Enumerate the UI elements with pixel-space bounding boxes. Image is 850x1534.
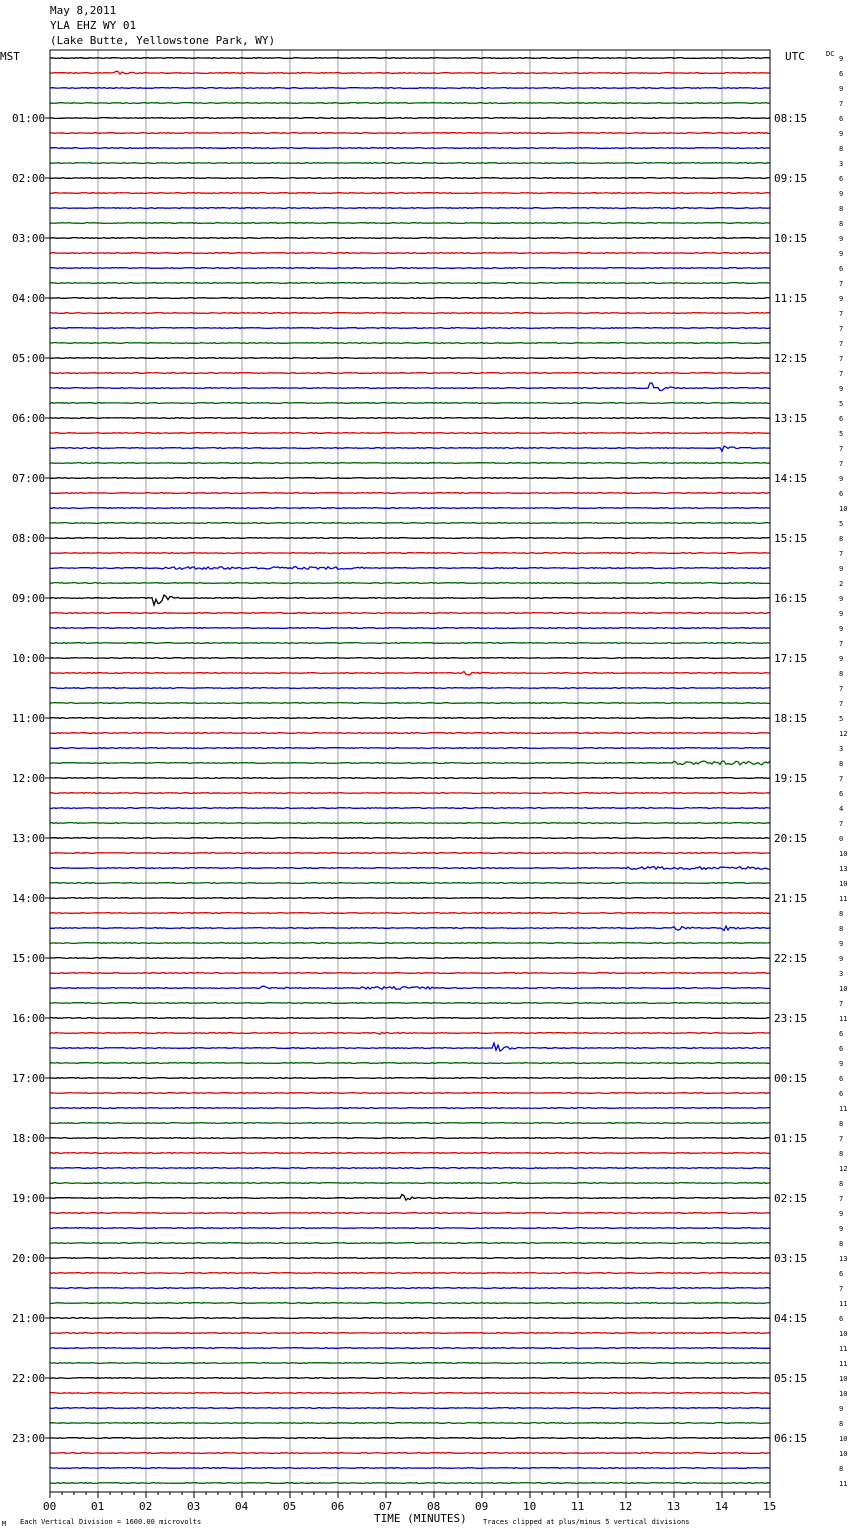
right-timezone-label: UTC <box>785 50 805 63</box>
trace-line <box>50 403 770 404</box>
dc-offset-value: 7 <box>839 1195 844 1203</box>
right-hour-label: 22:15 <box>774 952 808 965</box>
dc-offset-value: 10 <box>839 1450 848 1458</box>
trace-line <box>50 658 770 659</box>
trace-line <box>50 1408 770 1409</box>
x-tick-label: 09 <box>475 1500 489 1513</box>
trace-line <box>50 823 770 824</box>
dc-offset-value: 6 <box>839 1045 844 1053</box>
dc-offset-value: 6 <box>839 115 844 123</box>
trace-line <box>50 1468 770 1469</box>
left-hour-label: 20:00 <box>12 1252 46 1265</box>
trace-line <box>50 253 770 254</box>
trace-line <box>50 913 770 914</box>
trace-line <box>50 88 770 89</box>
dc-offset-value: 5 <box>839 520 844 528</box>
trace-line <box>50 313 770 314</box>
trace-line <box>50 1393 770 1394</box>
dc-offset-value: 9 <box>839 1405 844 1413</box>
dc-offset-value: 10 <box>839 880 848 888</box>
dc-offset-value: 7 <box>839 445 844 453</box>
trace-line <box>50 298 770 299</box>
trace-line <box>50 1258 770 1259</box>
trace-line <box>50 1303 770 1304</box>
dc-offset-value: 7 <box>839 820 844 828</box>
trace-line <box>50 898 770 899</box>
dc-offset-value: 4 <box>839 805 844 813</box>
x-tick-label: 12 <box>619 1500 633 1513</box>
dc-offset-value: 9 <box>839 610 844 618</box>
trace-line <box>50 383 770 391</box>
dc-offset-value: 3 <box>839 970 844 978</box>
dc-offset-value: 7 <box>839 1285 844 1293</box>
dc-offset-value: 9 <box>839 595 844 603</box>
dc-offset-value: 8 <box>839 1150 844 1158</box>
left-hour-label: 09:00 <box>12 592 46 605</box>
trace-line <box>50 1453 770 1454</box>
dc-offset-value: 10 <box>839 505 848 513</box>
left-hour-label: 23:00 <box>12 1432 46 1445</box>
right-hour-label: 17:15 <box>774 652 808 665</box>
left-hour-label: 17:00 <box>12 1072 46 1085</box>
dc-offset-value: 7 <box>839 460 844 468</box>
trace-line <box>50 1043 770 1051</box>
trace-line <box>50 328 770 329</box>
trace-line <box>50 628 770 629</box>
trace-line <box>50 838 770 839</box>
station-location: (Lake Butte, Yellowstone Park, WY) <box>50 34 276 47</box>
left-hour-label: 07:00 <box>12 472 46 485</box>
dc-offset-value: 9 <box>839 1210 844 1218</box>
left-hour-label: 15:00 <box>12 952 46 965</box>
dc-offset-value: 7 <box>839 685 844 693</box>
dc-offset-value: 6 <box>839 490 844 498</box>
dc-offset-value: 6 <box>839 790 844 798</box>
trace-line <box>50 148 770 149</box>
right-hour-label: 08:15 <box>774 112 808 125</box>
trace-line <box>50 1168 770 1169</box>
minute-gridlines <box>98 50 722 1492</box>
trace-line <box>50 1273 770 1274</box>
right-hour-label: 23:15 <box>774 1012 808 1025</box>
left-hour-label: 16:00 <box>12 1012 46 1025</box>
dc-offset-value: 10 <box>839 1390 848 1398</box>
dc-offset-value: 11 <box>839 1360 848 1368</box>
right-hour-label: 04:15 <box>774 1312 808 1325</box>
trace-line <box>50 973 770 974</box>
dc-offset-value: 11 <box>839 1480 848 1488</box>
dc-offset-value: 6 <box>839 175 844 183</box>
dc-offset-value: 2 <box>839 580 844 588</box>
left-hour-label: 05:00 <box>12 352 46 365</box>
trace-line <box>50 103 770 104</box>
right-hour-label: 02:15 <box>774 1192 808 1205</box>
trace-line <box>50 613 770 614</box>
left-hour-label: 13:00 <box>12 832 46 845</box>
trace-line <box>50 71 770 74</box>
trace-line <box>50 761 770 765</box>
right-hour-label: 14:15 <box>774 472 808 485</box>
dc-offset-value: 11 <box>839 1015 848 1023</box>
dc-offset-value: 7 <box>839 700 844 708</box>
x-tick-label: 06 <box>331 1500 345 1513</box>
dc-offset-value: 7 <box>839 1135 844 1143</box>
trace-line <box>50 178 770 179</box>
dc-offset-value: 9 <box>839 235 844 243</box>
dc-offset-value: 9 <box>839 55 844 63</box>
trace-line <box>50 1363 770 1364</box>
trace-line <box>50 238 770 239</box>
left-hour-label: 21:00 <box>12 1312 46 1325</box>
x-tick-label: 10 <box>523 1500 537 1513</box>
dc-offset-column <box>839 55 847 1488</box>
trace-line <box>50 343 770 344</box>
trace-line <box>50 1213 770 1214</box>
dc-offset-value: 7 <box>839 340 844 348</box>
trace-line <box>50 58 770 59</box>
trace-line <box>50 553 770 554</box>
dc-offset-value: 8 <box>839 205 844 213</box>
x-tick-label: 14 <box>715 1500 729 1513</box>
left-hour-label: 22:00 <box>12 1372 46 1385</box>
x-axis-ticks <box>43 1492 776 1513</box>
trace-line <box>50 808 770 809</box>
left-hour-label: 14:00 <box>12 892 46 905</box>
dc-offset-value: 9 <box>839 190 844 198</box>
trace-line <box>50 1138 770 1139</box>
right-hour-label: 16:15 <box>774 592 808 605</box>
trace-line <box>50 1228 770 1229</box>
trace-line <box>50 1108 770 1109</box>
dc-offset-value: 7 <box>839 550 844 558</box>
trace-line <box>50 193 770 194</box>
trace-line <box>50 208 770 209</box>
dc-offset-value: 9 <box>839 1060 844 1068</box>
dc-offset-value: 7 <box>839 325 844 333</box>
dc-offset-value: 9 <box>839 655 844 663</box>
right-hour-label: 05:15 <box>774 1372 808 1385</box>
trace-line <box>50 1348 770 1349</box>
trace-line <box>50 223 770 224</box>
dc-offset-value: 8 <box>839 925 844 933</box>
dc-offset-value: 7 <box>839 355 844 363</box>
dc-offset-value: 11 <box>839 1300 848 1308</box>
dc-offset-value: 11 <box>839 1345 848 1353</box>
trace-line <box>50 463 770 464</box>
trace-line <box>50 986 770 989</box>
dc-offset-value: 5 <box>839 430 844 438</box>
left-hour-label: 03:00 <box>12 232 46 245</box>
trace-line <box>50 268 770 269</box>
right-hour-label: 11:15 <box>774 292 808 305</box>
trace-line <box>50 433 770 434</box>
dc-offset-value: 9 <box>839 625 844 633</box>
trace-line <box>50 1183 770 1184</box>
right-hour-label: 20:15 <box>774 832 808 845</box>
dc-offset-value: 9 <box>839 250 844 258</box>
left-hour-label: 08:00 <box>12 532 46 545</box>
trace-line <box>50 1243 770 1244</box>
x-tick-label: 13 <box>667 1500 681 1513</box>
trace-line <box>50 703 770 704</box>
left-hour-label: 04:00 <box>12 292 46 305</box>
scale-note: Each Vertical Division = 1600.00 microvolts <box>20 1518 202 1526</box>
corner-mark: M <box>2 1520 7 1528</box>
x-tick-label: 05 <box>283 1500 297 1513</box>
trace-line <box>50 163 770 164</box>
dc-offset-value: 8 <box>839 760 844 768</box>
dc-offset-value: 6 <box>839 1270 844 1278</box>
trace-line <box>50 283 770 284</box>
right-hour-labels <box>774 112 807 1445</box>
dc-offset-value: 7 <box>839 310 844 318</box>
left-hour-labels <box>12 112 50 1445</box>
left-hour-label: 19:00 <box>12 1192 46 1205</box>
dc-offset-value: 7 <box>839 640 844 648</box>
dc-offset-value: 8 <box>839 1465 844 1473</box>
chart-date: May 8,2011 <box>50 4 117 17</box>
trace-line <box>50 1123 770 1124</box>
right-hour-label: 19:15 <box>774 772 808 785</box>
left-hour-label: 10:00 <box>12 652 46 665</box>
x-tick-label: 08 <box>427 1500 441 1513</box>
trace-line <box>50 567 770 570</box>
dc-offset-value: 8 <box>839 910 844 918</box>
trace-line <box>50 538 770 539</box>
trace-line <box>50 1194 770 1200</box>
trace-line <box>50 133 770 134</box>
trace-line <box>50 793 770 794</box>
x-tick-label: 03 <box>187 1500 201 1513</box>
trace-line <box>50 446 770 451</box>
dc-offset-value: 6 <box>839 415 844 423</box>
right-hour-label: 01:15 <box>774 1132 808 1145</box>
dc-offset-value: 7 <box>839 280 844 288</box>
trace-line <box>50 418 770 419</box>
trace-line <box>50 1018 770 1019</box>
dc-offset-value: 8 <box>839 145 844 153</box>
right-hour-label: 03:15 <box>774 1252 808 1265</box>
dc-offset-value: 8 <box>839 220 844 228</box>
dc-offset-value: 6 <box>839 1075 844 1083</box>
trace-line <box>50 688 770 689</box>
dc-offset-value: 12 <box>839 730 848 738</box>
right-hour-label: 12:15 <box>774 352 808 365</box>
dc-offset-value: 9 <box>839 130 844 138</box>
trace-line <box>50 373 770 374</box>
trace-line <box>50 493 770 494</box>
x-tick-label: 00 <box>43 1500 57 1513</box>
trace-line <box>50 358 770 359</box>
left-hour-label: 18:00 <box>12 1132 46 1145</box>
dc-offset-value: 11 <box>839 1105 848 1113</box>
x-tick-label: 15 <box>763 1500 777 1513</box>
trace-line <box>50 853 770 854</box>
left-hour-label: 02:00 <box>12 172 46 185</box>
dc-offset-value: 8 <box>839 535 844 543</box>
dc-offset-value: 5 <box>839 715 844 723</box>
right-hour-label: 00:15 <box>774 1072 808 1085</box>
x-tick-label: 02 <box>139 1500 153 1513</box>
dc-offset-value: 6 <box>839 1315 844 1323</box>
trace-line <box>50 478 770 479</box>
left-hour-label: 06:00 <box>12 412 46 425</box>
trace-line <box>50 748 770 749</box>
trace-line <box>50 926 770 931</box>
dc-offset-value: 10 <box>839 1375 848 1383</box>
dc-label: DC <box>826 50 835 58</box>
trace-line <box>50 595 770 605</box>
dc-offset-value: 8 <box>839 670 844 678</box>
plot-frame <box>50 50 770 1492</box>
dc-offset-value: 9 <box>839 565 844 573</box>
right-hour-label: 18:15 <box>774 712 808 725</box>
dc-offset-value: 10 <box>839 1435 848 1443</box>
x-tick-label: 11 <box>571 1500 585 1513</box>
trace-line <box>50 1483 770 1484</box>
dc-offset-value: 3 <box>839 160 844 168</box>
trace-line <box>50 1333 770 1334</box>
right-hour-label: 13:15 <box>774 412 808 425</box>
dc-offset-value: 8 <box>839 1240 844 1248</box>
trace-line <box>50 1438 770 1439</box>
dc-offset-value: 8 <box>839 1180 844 1188</box>
trace-line <box>50 1288 770 1289</box>
dc-offset-value: 7 <box>839 100 844 108</box>
seismic-traces <box>50 58 770 1484</box>
dc-offset-value: 6 <box>839 70 844 78</box>
dc-offset-value: 7 <box>839 775 844 783</box>
dc-offset-value: 10 <box>839 850 848 858</box>
left-timezone-label: MST <box>0 50 20 63</box>
dc-offset-value: 8 <box>839 1120 844 1128</box>
dc-offset-value: 13 <box>839 1255 848 1263</box>
dc-offset-value: 9 <box>839 940 844 948</box>
trace-line <box>50 118 770 119</box>
trace-line <box>50 718 770 719</box>
dc-offset-value: 12 <box>839 1165 848 1173</box>
trace-line <box>50 883 770 884</box>
right-hour-label: 06:15 <box>774 1432 808 1445</box>
dc-offset-value: 9 <box>839 475 844 483</box>
trace-line <box>50 1032 770 1034</box>
right-hour-label: 15:15 <box>774 532 808 545</box>
trace-line <box>50 1003 770 1004</box>
trace-line <box>50 867 770 870</box>
left-hour-label: 12:00 <box>12 772 46 785</box>
dc-offset-value: 7 <box>839 370 844 378</box>
x-axis-label: TIME (MINUTES) <box>374 1512 467 1525</box>
trace-line <box>50 1318 770 1319</box>
left-hour-label: 01:00 <box>12 112 46 125</box>
dc-offset-value: 9 <box>839 955 844 963</box>
trace-line <box>50 943 770 944</box>
trace-line <box>50 672 770 675</box>
left-hour-label: 11:00 <box>12 712 46 725</box>
trace-line <box>50 1063 770 1064</box>
x-tick-label: 01 <box>91 1500 105 1513</box>
trace-line <box>50 583 770 584</box>
right-hour-label: 09:15 <box>774 172 808 185</box>
trace-line <box>50 643 770 644</box>
station-code: YLA EHZ WY 01 <box>50 19 137 32</box>
dc-offset-value: 6 <box>839 265 844 273</box>
dc-offset-value: 11 <box>839 895 848 903</box>
x-tick-label: 04 <box>235 1500 249 1513</box>
trace-line <box>50 508 770 509</box>
trace-line <box>50 778 770 779</box>
trace-line <box>50 1093 770 1094</box>
dc-offset-value: 9 <box>839 1225 844 1233</box>
right-hour-label: 10:15 <box>774 232 808 245</box>
dc-offset-value: 9 <box>839 295 844 303</box>
dc-offset-value: 9 <box>839 85 844 93</box>
dc-offset-value: 6 <box>839 1030 844 1038</box>
right-hour-label: 21:15 <box>774 892 808 905</box>
dc-offset-value: 6 <box>839 1090 844 1098</box>
dc-offset-value: 3 <box>839 745 844 753</box>
trace-line <box>50 733 770 734</box>
dc-offset-value: 13 <box>839 865 848 873</box>
clip-note: Traces clipped at plus/minus 5 vertical divisions <box>483 1518 690 1526</box>
trace-line <box>50 1153 770 1154</box>
trace-line <box>50 1423 770 1424</box>
dc-offset-value: 8 <box>839 1420 844 1428</box>
dc-offset-value: 10 <box>839 985 848 993</box>
dc-offset-value: 10 <box>839 1330 848 1338</box>
dc-offset-value: 5 <box>839 400 844 408</box>
dc-offset-value: 9 <box>839 385 844 393</box>
trace-line <box>50 523 770 524</box>
dc-offset-value: 7 <box>839 1000 844 1008</box>
trace-line <box>50 958 770 959</box>
dc-offset-value: 0 <box>839 835 844 843</box>
x-tick-label: 07 <box>379 1500 393 1513</box>
trace-line <box>50 1378 770 1379</box>
trace-line <box>50 1078 770 1079</box>
